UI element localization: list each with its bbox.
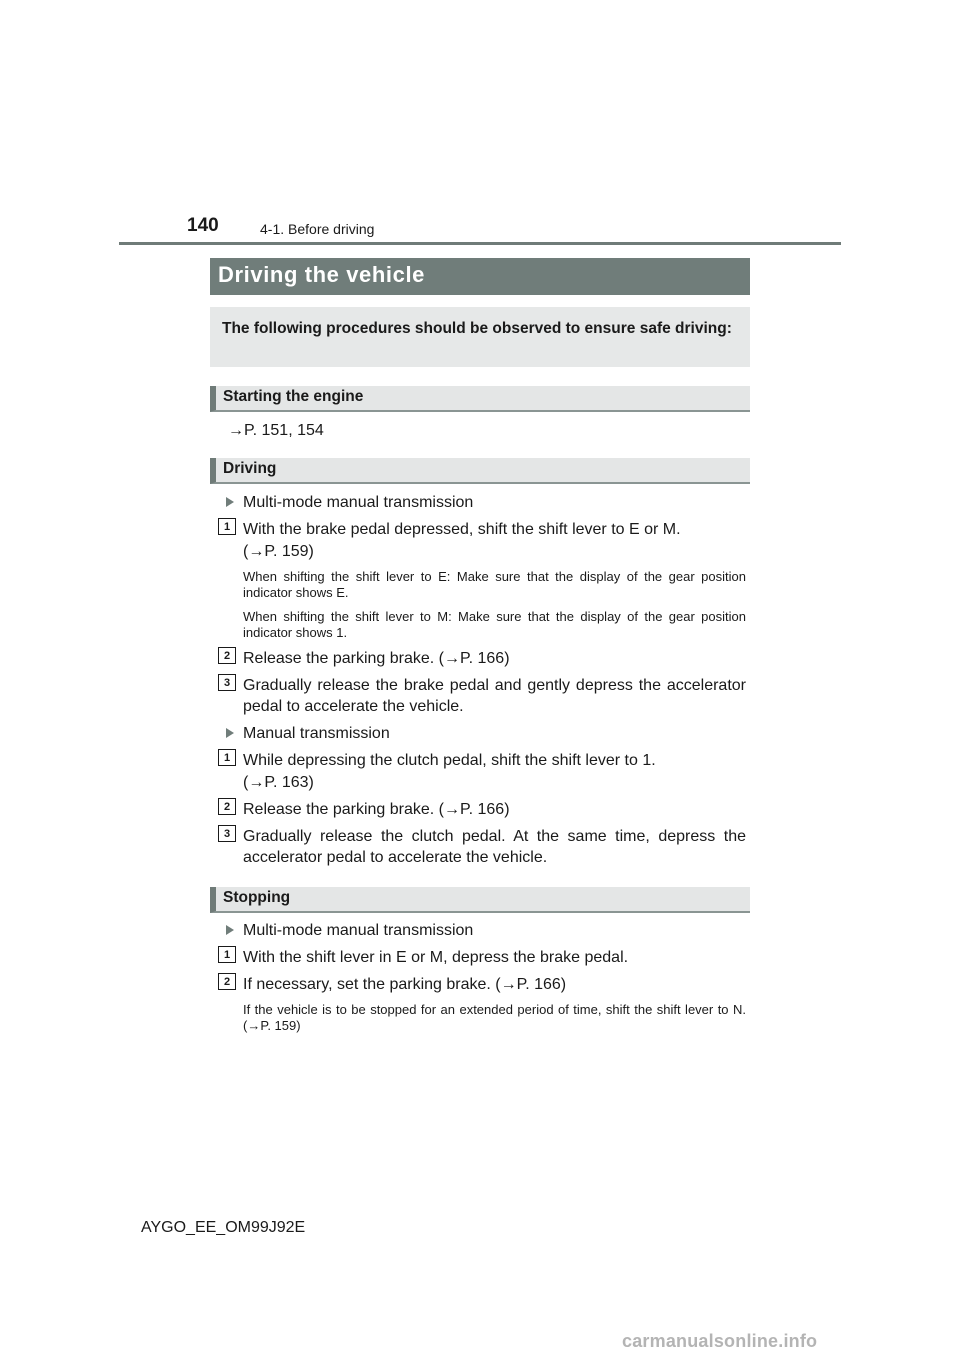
stopping-mmt-note: If the vehicle is to be stopped for an extended period of time, shift the shift lever to N. (→P. 159) [243,1002,746,1033]
driving-mmt-step2: Release the parking brake. (→P. 166) [243,650,510,667]
stopping-mmt-step2: If necessary, set the parking brake. (→P. 166) [243,976,567,993]
step-number-3: 3 [218,674,236,691]
driving-mt-label: Manual transmission [243,725,390,742]
step-number-1: 1 [218,946,236,963]
stopping-mmt-step1: With the shift lever in E or M, depress the brake pedal. [243,949,629,966]
driving-mt-step2: Release the parking brake. (→P. 166) [243,801,510,818]
driving-mmt-step3: Gradually release the brake pedal and gently depress the accelerator pedal to accelerate the vehicle. [243,677,746,715]
heading-stopping: Stopping [210,887,750,913]
driving-mt-step1-ref: (→P. 163) [243,774,314,791]
page-title-bar [210,258,750,295]
page-title: Driving the vehicle [218,262,426,287]
driving-mmt-label: Multi-mode manual transmission [243,494,474,511]
step-number-1: 1 [218,749,236,766]
step-number-1: 1 [218,518,236,535]
document-code: AYGO_EE_OM99J92E [141,1219,306,1236]
step-number-3: 3 [218,825,236,842]
header-divider [119,242,841,245]
driving-mmt-note-e: When shifting the shift lever to E: Make sure that the display of the gear position indicator shows E. [243,569,746,600]
watermark: carmanualsonline.info [622,1331,818,1351]
heading-driving: Driving [210,458,750,484]
section-title: 4-1. Before driving [260,221,375,237]
intro-text: The following procedures should be observed to ensure safe driving: [210,307,750,367]
stopping-mmt-label: Multi-mode manual transmission [243,922,474,939]
triangle-bullet-icon [226,497,234,507]
triangle-bullet-icon [226,925,234,935]
driving-mt-step1: While depressing the clutch pedal, shift the shift lever to 1. [243,752,656,769]
driving-mmt-note-m: When shifting the shift lever to M: Make sure that the display of the gear position indicator shows 1. [243,609,746,640]
page-number: 140 [187,215,219,236]
driving-mt-step3: Gradually release the clutch pedal. At the same time, depress the accelerator pedal to accelerate the vehicle. [243,828,746,866]
step-number-2: 2 [218,973,236,990]
starting-engine-reference: →P. 151, 154 [228,422,324,439]
heading-starting-engine: Starting the engine [210,386,750,412]
step-number-2: 2 [218,647,236,664]
triangle-bullet-icon [226,728,234,738]
driving-mmt-step1-ref: (→P. 159) [243,543,314,560]
driving-mmt-step1: With the brake pedal depressed, shift the shift lever to E or M. [243,521,681,538]
step-number-2: 2 [218,798,236,815]
